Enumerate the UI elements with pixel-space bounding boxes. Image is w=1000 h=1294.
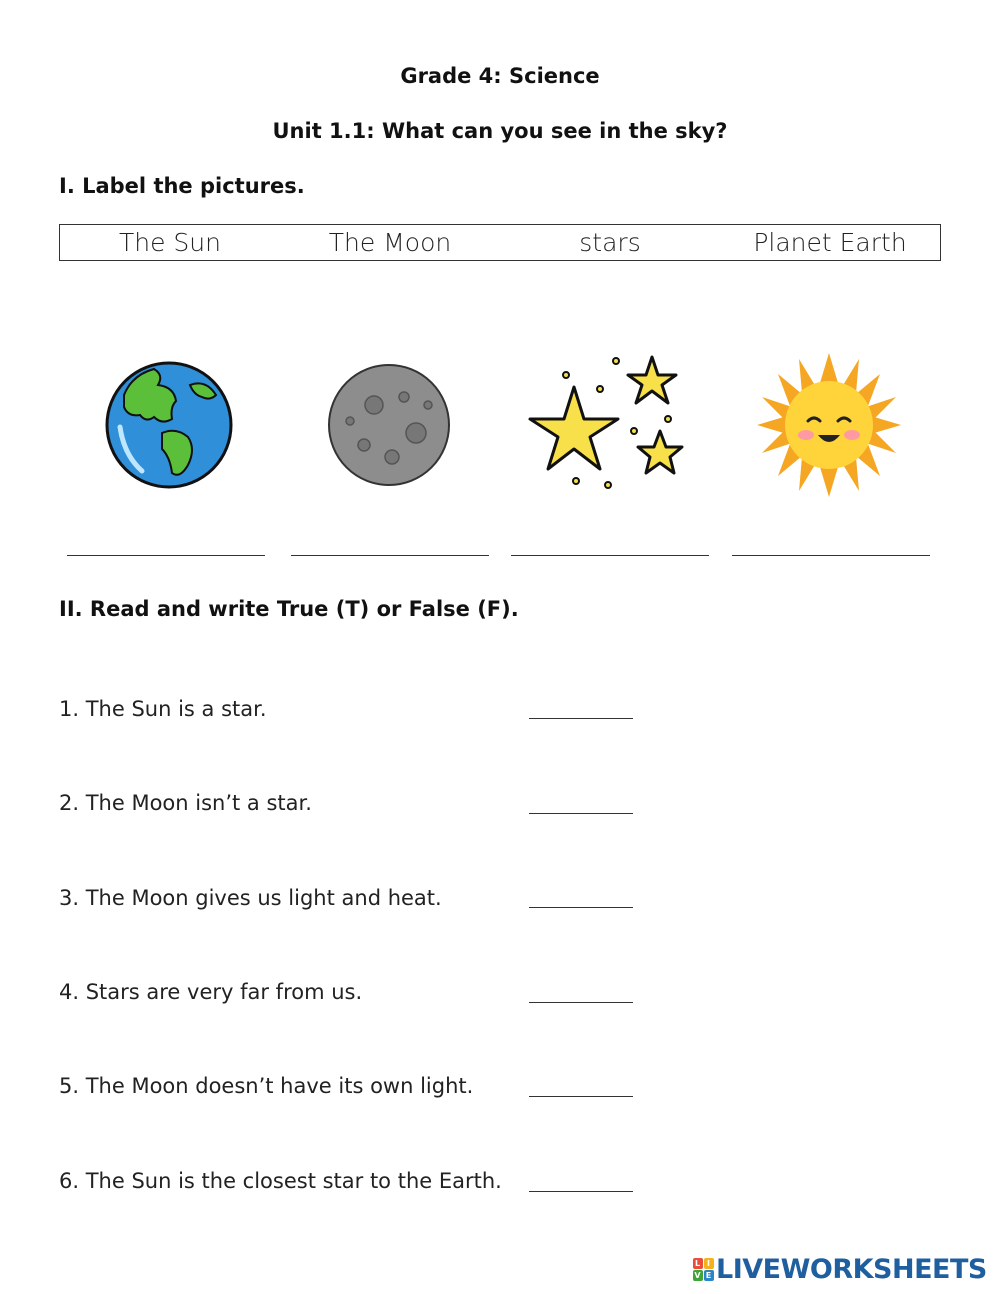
- question-text: 5. The Moon doesn’t have its own light.: [59, 1074, 474, 1098]
- liveworksheets-logo: [692, 1253, 987, 1285]
- word-bank-item: stars: [579, 228, 641, 257]
- logo-mark-letter: L: [693, 1258, 703, 1269]
- section-1-heading: I. Label the pictures.: [59, 174, 305, 198]
- true-false-answer-line[interactable]: [529, 1191, 633, 1192]
- true-false-answer-line[interactable]: [529, 1002, 633, 1003]
- word-bank-item: The Moon: [328, 228, 452, 257]
- true-false-answer-line[interactable]: [529, 718, 633, 719]
- true-false-answer-line[interactable]: [529, 1096, 633, 1097]
- logo-mark-letter: E: [704, 1270, 714, 1281]
- logo-mark-letter: V: [694, 1270, 701, 1280]
- true-false-answer-line[interactable]: [529, 813, 633, 814]
- true-false-answer-line[interactable]: [529, 907, 633, 908]
- label-answer-line[interactable]: [291, 555, 489, 556]
- stars-picture: [524, 345, 694, 505]
- word-bank: [59, 224, 941, 261]
- question-text: 1. The Sun is a star.: [59, 697, 267, 721]
- moon-picture: [304, 345, 474, 505]
- sun-picture: [744, 345, 914, 505]
- word-bank-item: Planet Earth: [753, 228, 907, 257]
- question-text: 4. Stars are very far from us.: [59, 980, 363, 1004]
- question-text: 6. The Sun is the closest star to the Earth.: [59, 1169, 502, 1193]
- label-answer-line[interactable]: [511, 555, 709, 556]
- word-bank-item: The Sun: [118, 228, 221, 257]
- worksheet-grade-title: Grade 4: Science: [400, 64, 600, 88]
- logo-mark-letter: I: [704, 1258, 714, 1269]
- worksheet-unit-title: Unit 1.1: What can you see in the sky?: [272, 119, 728, 143]
- section-2-heading: II. Read and write True (T) or False (F).: [59, 597, 519, 621]
- question-text: 3. The Moon gives us light and heat.: [59, 886, 442, 910]
- logo-text: LIVEWORKSHEETS: [716, 1253, 987, 1285]
- question-text: 2. The Moon isn’t a star.: [59, 791, 312, 815]
- logo-mark-icon: [692, 1257, 714, 1281]
- earth-picture: [84, 345, 254, 505]
- label-answer-line[interactable]: [67, 555, 265, 556]
- label-answer-line[interactable]: [732, 555, 930, 556]
